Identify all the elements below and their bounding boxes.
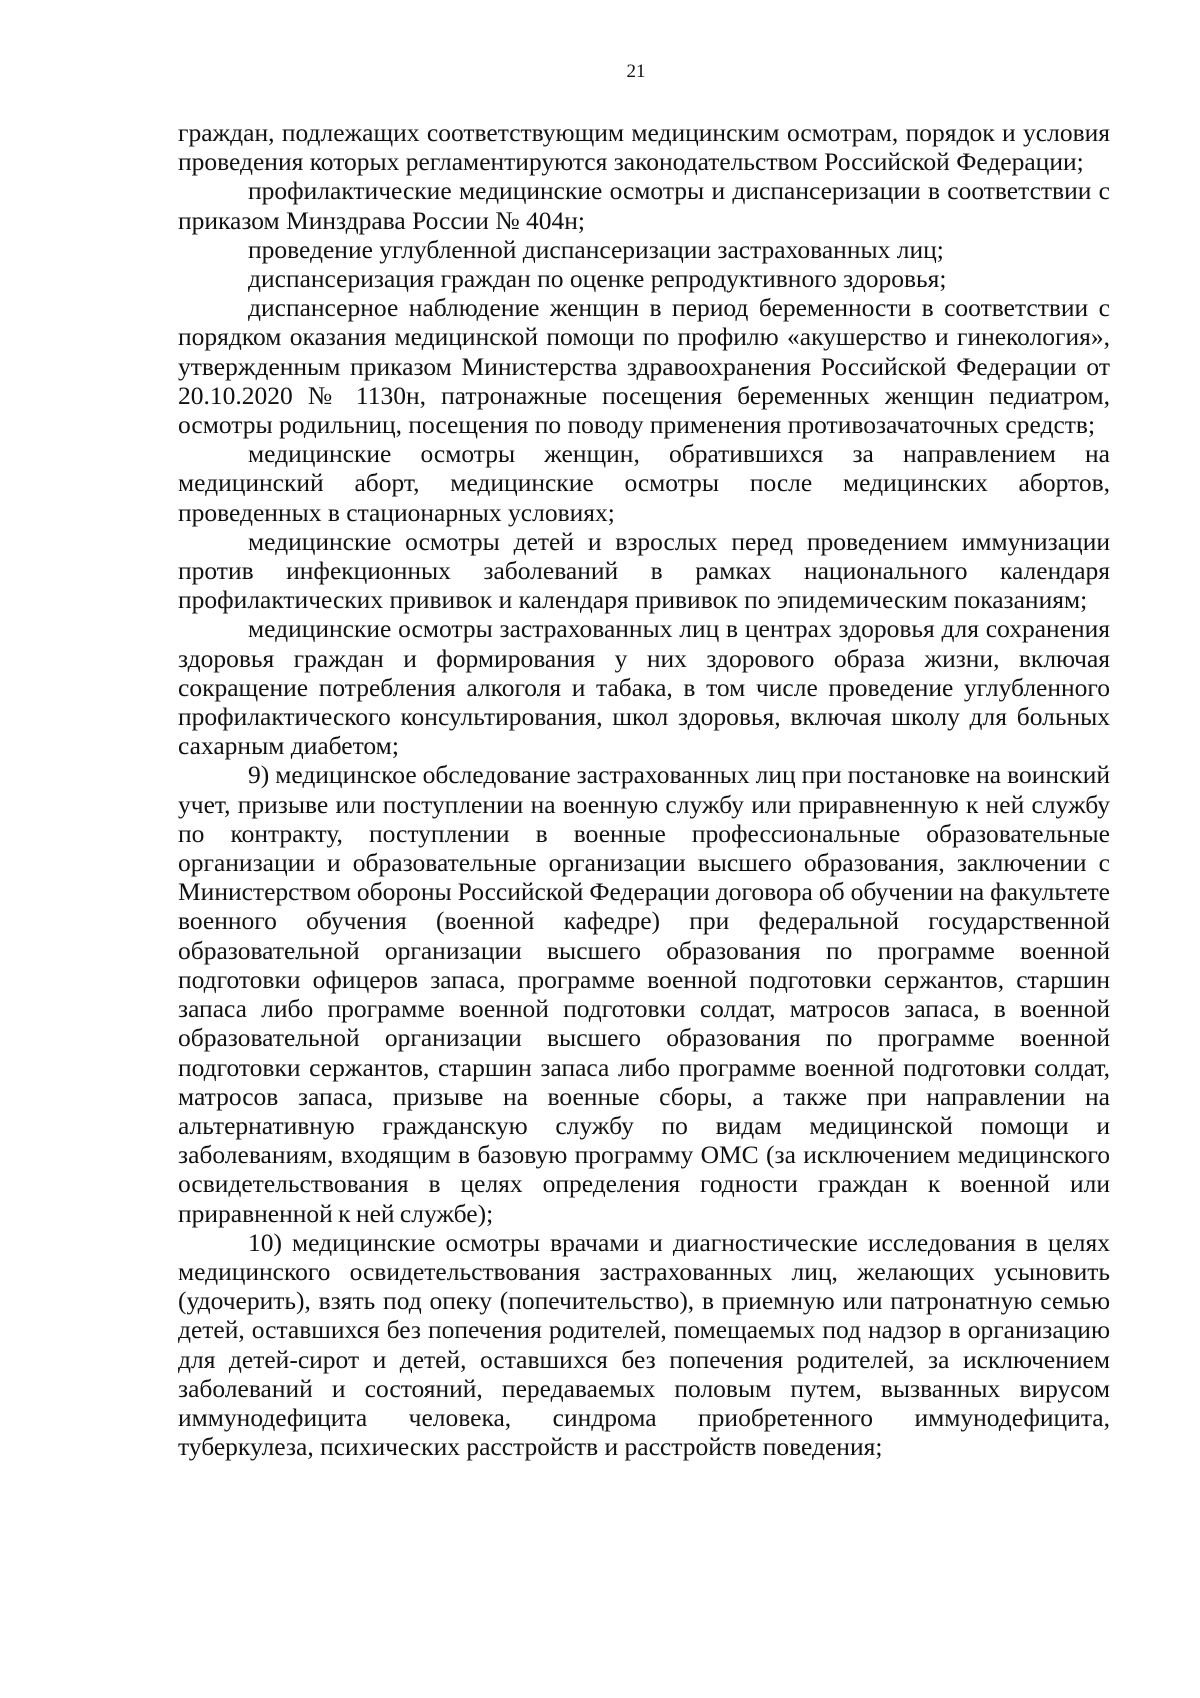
paragraph-reproductive-health: диспансеризация граждан по оценке репродуктивного здоровья;: [248, 264, 947, 294]
paragraph-immunization-exams: медицинские осмотры детей и взрослых перед проведением иммунизации против инфекционных заболеваний в рамках национального календаря профилактических прививок и календаря прививок по эпидемическим показаниям;: [178, 526, 1110, 615]
paragraph-abortion-exams: медицинские осмотры женщин, обратившихся за направлением на медицинский аборт, медицинские осмотры после медицинских абортов, проведенных в стационарных условиях;: [178, 439, 1110, 527]
paragraph-in-depth-dispensarization: проведение углубленной диспансеризации застрахованных лиц;: [248, 234, 944, 264]
paragraph-continuation: граждан, подлежащих соответствующим медицинским осмотрам, порядок и условия проведения которых регламентируются законодательством Российской Федерации;: [178, 118, 1110, 177]
paragraph-item-9-military: 9) медицинское обследование застрахованных лиц при постановке на воинский учет, призыве или поступлении на военную службу или приравненную к ней службу по контракту, поступлении в военные профессиональные образовательные организации и образовательные организации высшего образования, заключении с Министерством обороны Российской Федерации договора об обучении на факультете военного обучения (военной кафедре) при федеральной государственной образовательной организации высшего образования по программе военной подготовки офицеров запаса, программе военной подготовки сержантов, старшин запаса либо программе военной подготовки солдат, матросов запаса, в военной образовательной организации высшего образования по программе военной подготовки сержантов, старшин запаса либо программе военной подготовки солдат, матросов запаса, призыве на военные сборы, а также при направлении на альтернативную гражданскую службу по видам медицинской помощи и заболеваниям, входящим в базовую программу ОМС (за исключением медицинского освидетельствования в целях определения годности граждан к военной или приравненной к ней службе);: [178, 760, 1110, 1228]
paragraph-preventive-exams: профилактические медицинские осмотры и диспансеризации в соответствии с приказом Минздрава России № 404н;: [178, 176, 1110, 235]
paragraph-item-10-adoption: 10) медицинские осмотры врачами и диагностические исследования в целях медицинского освидетельствования застрахованных лиц, желающих усыновить (удочерить), взять под опеку (попечительство), в приемную или патронатную семью детей, оставшихся без попечения родителей, помещаемых под надзор в организацию для детей-сирот и детей, оставшихся без попечения родителей, за исключением заболеваний и состояний, передаваемых половым путем, вызванных вирусом иммунодефицита человека, синдрома приобретенного иммунодефицита, туберкулеза, психических расстройств и расстройств поведения;: [178, 1227, 1110, 1462]
paragraph-health-centers: медицинские осмотры застрахованных лиц в центрах здоровья для сохранения здоровья граждан и формирования у них здорового образа жизни, включая сокращение потребления алкоголя и табака, в том числе проведение углубленного профилактического консультирования, школ здоровья, включая школу для больных сахарным диабетом;: [178, 614, 1110, 761]
document-body: [178, 118, 1110, 1461]
page-number: 21: [626, 61, 646, 82]
paragraph-pregnancy-observation: диспансерное наблюдение женщин в период беременности в соответствии с порядком оказания медицинской помощи по профилю «акушерство и гинекология», утвержденным приказом Министерства здравоохранения Российской Федерации от 20.10.2020 № 1130н, патронажные посещения беременных женщин педиатром, осмотры родильниц, посещения по поводу применения противозачаточных средств;: [178, 293, 1110, 440]
